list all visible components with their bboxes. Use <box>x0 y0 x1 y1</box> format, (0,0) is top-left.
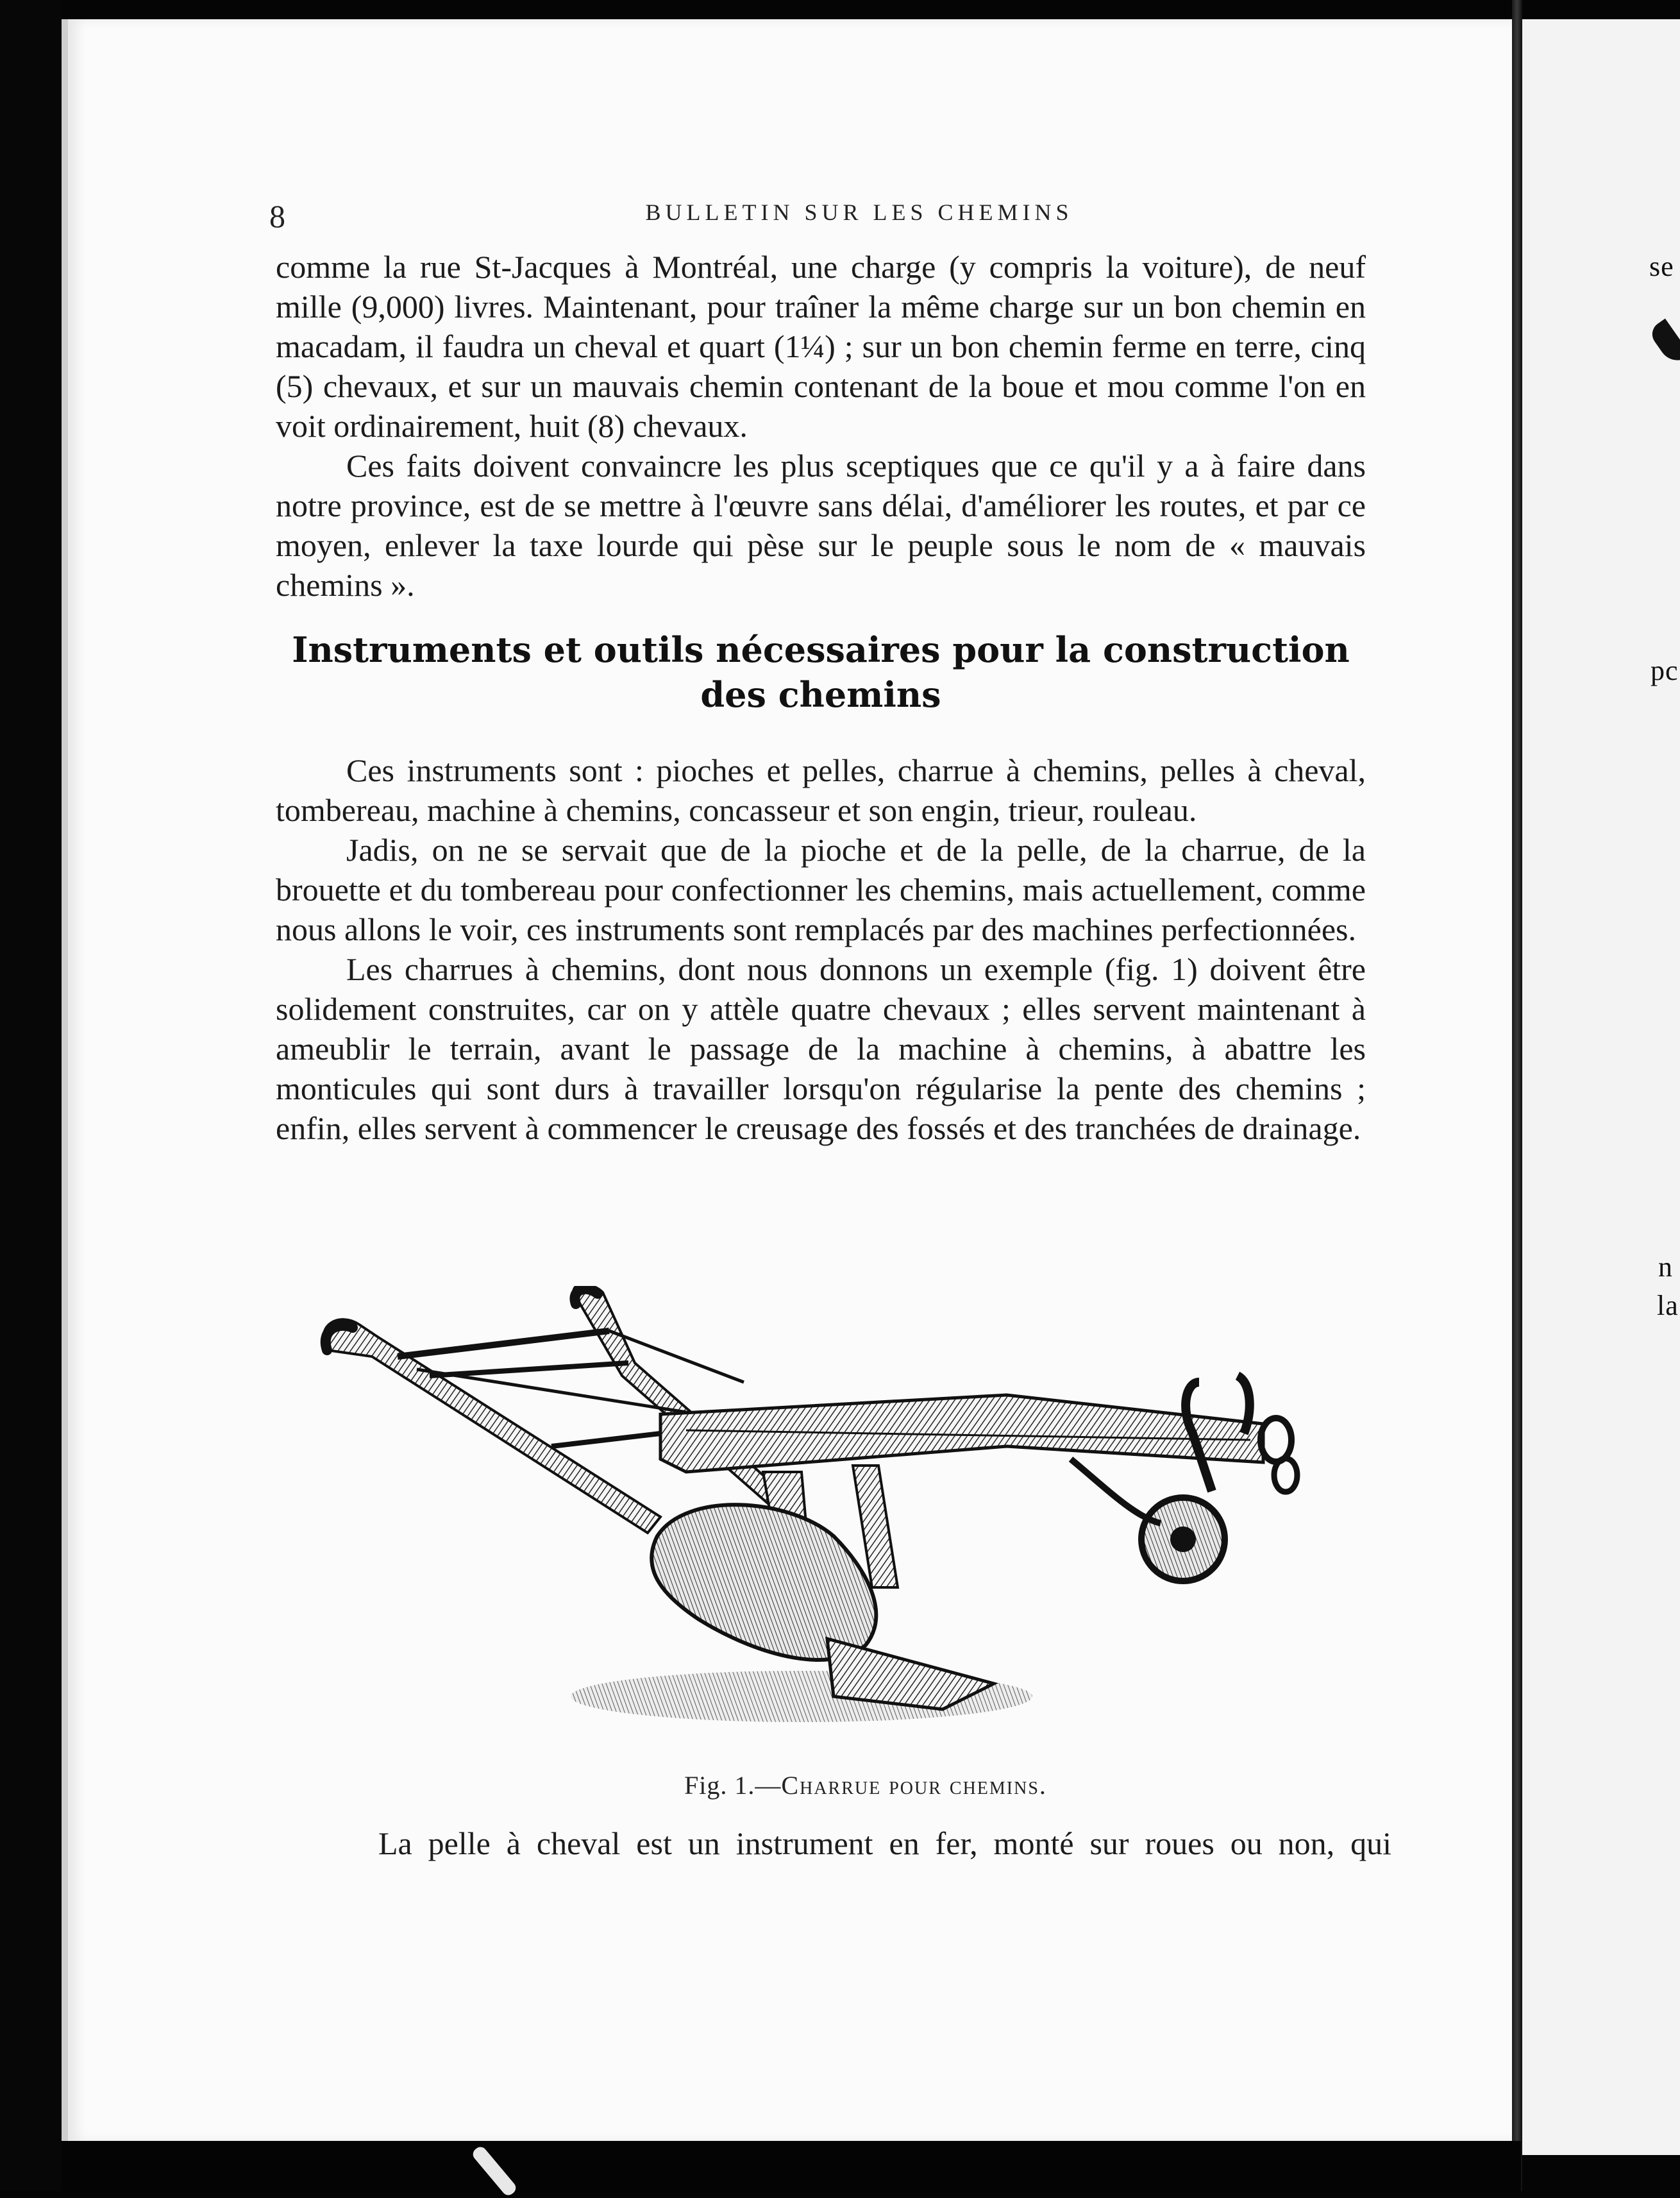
section-title-line: Instruments et outils nécessaires pour la construction <box>292 629 1350 670</box>
facing-page-fragment: n <box>1658 1251 1673 1283</box>
figure-caption <box>269 1770 1462 1800</box>
scan-left-margin <box>0 0 62 2191</box>
paragraph: Ces faits doivent convaincre les plus sceptiques que ce qu'il y a à faire dans notre province, est de se mettre à l'œuvre sans délai, d'améliorer les routes, et par ce moyen, enlever la taxe lourde qui pèse sur le peuple sous le nom de « mauvais chemins ». <box>276 448 1366 603</box>
page-gutter <box>1512 0 1522 2191</box>
facing-page-fragment: se <box>1649 251 1674 282</box>
plough-engraving <box>301 1286 1391 1754</box>
paragraph: Jadis, on ne se servait que de la pioche et de la pelle, de la charrue, de la brouette et du tombereau pour confectionner les chemins, mais actuellement, comme nous allons le voir, ces instruments sont remplacés par des machines perfectionnées. <box>276 832 1366 947</box>
body-text-middle <box>276 750 1366 1148</box>
scan-bottom-edge <box>62 2141 1521 2191</box>
facing-page-fragment: pc <box>1651 655 1679 686</box>
paragraph: Les charrues à chemins, dont nous donnons un exemple (fig. 1) doivent être solidement construites, car on y attèle quatre chevaux ; elles servent maintenant à ameublir le terrain, avant le passage de la machine à chemins, à abattre les monticules qui sont durs à travailler lorsqu'on régularise la pente des chemins ; enfin, elles servent à commencer le creusage des fossés et des tranchées de drainage. <box>276 951 1366 1146</box>
continued-paragraph: La pelle à cheval est un instrument en fer, monté sur roues ou non, qui <box>378 1825 1391 1861</box>
paragraph: Ces instruments sont : pioches et pelles, charrue à chemins, pelles à cheval, tombereau, machine à chemins, concasseur et son engin, trieur, rouleau. <box>276 752 1366 828</box>
page-header <box>269 192 1449 234</box>
figure-caption-number: Fig. 1.— <box>684 1771 782 1800</box>
section-title-line: des chemins <box>700 674 941 715</box>
figure-caption-title: Charrue pour chemins. <box>781 1771 1047 1800</box>
body-text-top <box>276 247 1366 605</box>
facing-page-fragment: la <box>1657 1290 1679 1321</box>
section-title <box>276 627 1366 717</box>
paragraph: comme la rue St-Jacques à Montréal, une charge (y compris la voiture), de neuf mille (9,000) livres. Maintenant, pour traîner la même charge sur un bon chemin en macadam, il faudra un cheval et quart (1¼) ; sur un bon chemin ferme en terre, cinq (5) chevaux, et sur un mauvais chemin contenant de la boue et mou comme l'on en voit ordinairement, huit (8) chevaux. <box>276 249 1366 444</box>
plough-illustration <box>301 1286 1391 1754</box>
running-head: BULLETIN SUR LES CHEMINS <box>645 199 1073 225</box>
page-number: 8 <box>269 198 285 234</box>
